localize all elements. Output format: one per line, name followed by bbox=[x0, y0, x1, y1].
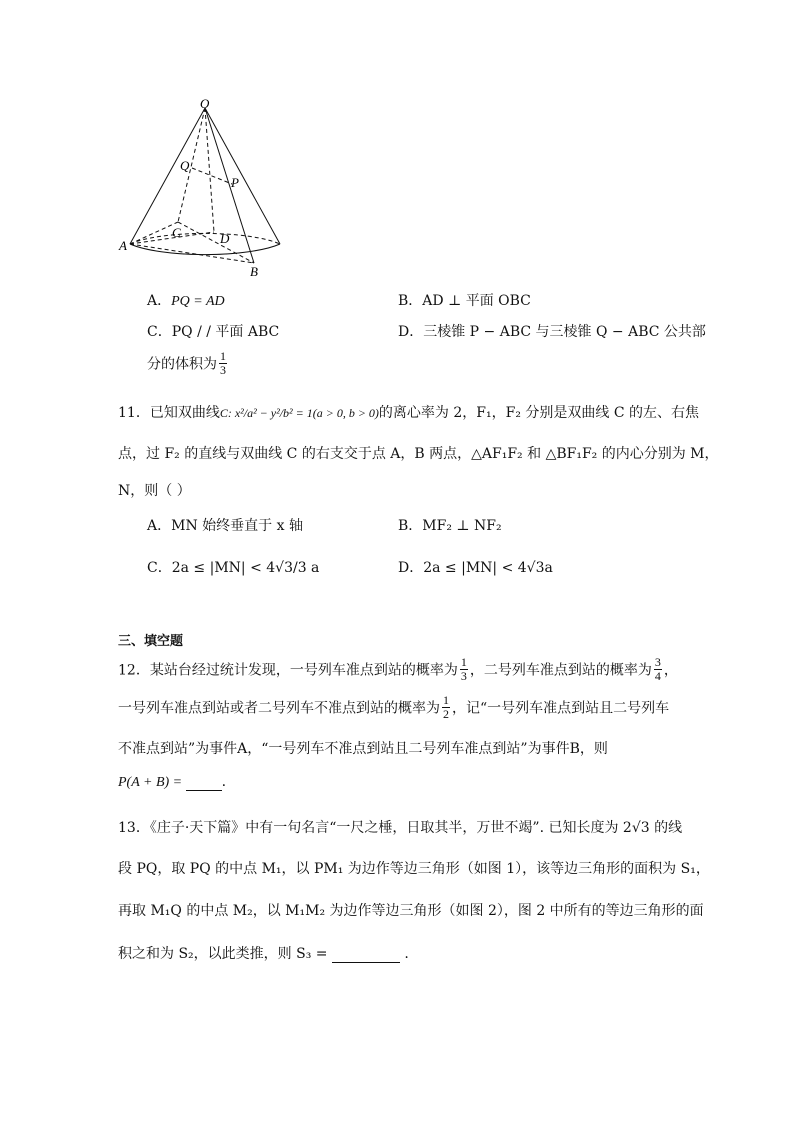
q11-line1-pre: 已知双曲线 bbox=[149, 405, 220, 421]
edge-OB bbox=[205, 108, 254, 263]
fraction-denominator: 4 bbox=[654, 669, 661, 683]
label-P: P bbox=[231, 175, 239, 190]
label-A: A bbox=[119, 238, 127, 253]
q12-l2-pre: 一号列车准点到站或者二号列车不准点到站的概率为 bbox=[118, 700, 440, 717]
q10-option-b-label: B． bbox=[398, 293, 423, 309]
q11-option-b: B．MF₂ ⊥ NF₂ bbox=[398, 518, 502, 534]
q12-line-2 bbox=[118, 694, 669, 721]
label-C: C bbox=[172, 225, 181, 240]
q12-answer-blank[interactable] bbox=[186, 774, 222, 791]
q12-line4-end: . bbox=[221, 774, 227, 790]
section-title: 三、填空题 bbox=[118, 634, 184, 649]
q10-option-d-text: 三棱锥 P − ABC 与三棱锥 Q − ABC 公共部 bbox=[423, 324, 706, 340]
q12-line-3: 不准点到站”为事件A，“一号列车不准点到站且二号列车准点到站”为事件B，则 bbox=[118, 741, 608, 757]
q11-hyperbola-formula: C: x²/a² − y²/b² = 1(a > 0, b > 0) bbox=[219, 406, 379, 420]
label-B: B bbox=[250, 264, 258, 279]
q12-l1-pre: 12．某站台经过统计发现，一号列车准点到站的概率为 bbox=[118, 662, 458, 679]
q13-line-2: 段 PQ，取 PQ 的中点 M₁，以 PM₁ 为边作等边三角形（如图 1），该等边三角形的面积为 S₁， bbox=[118, 861, 710, 877]
q10-option-a-text: PQ = AD bbox=[171, 294, 225, 309]
q13-line-4 bbox=[118, 943, 409, 963]
generatrix-left bbox=[130, 108, 205, 244]
q11-option-c: C．2a ≤ |MN| < 4√3/3 a bbox=[147, 560, 320, 576]
q11-option-a: A．MN 始终垂直于 x 轴 bbox=[147, 518, 303, 534]
label-O: O bbox=[200, 96, 210, 111]
q10-option-c bbox=[147, 321, 279, 341]
cone-figure bbox=[110, 92, 300, 282]
q12-fraction-3 bbox=[442, 694, 450, 721]
q10-option-d-fraction bbox=[219, 350, 227, 377]
q12-line-4 bbox=[118, 774, 226, 791]
label-Q: Q bbox=[180, 158, 190, 173]
q10-option-c-label: C． bbox=[147, 324, 172, 340]
q10-option-d-continuation bbox=[147, 350, 229, 377]
fraction-denominator: 3 bbox=[220, 363, 226, 377]
q10-option-c-text: PQ / / 平面 ABC bbox=[171, 324, 280, 340]
q11-line-2: 点，过 F₂ 的直线与双曲线 C 的右支交于点 A，B 两点，△AF₁F₂ 和 △BF₁F₂ 的内心分别为 M， bbox=[118, 446, 719, 462]
q12-expression: P(A + B) = bbox=[118, 775, 186, 790]
q10-option-d bbox=[398, 321, 706, 341]
q13-line-1: 13．《庄子·天下篇》中有一句名言“一尺之棰，日取其半，万世不竭”. 已知长度为 2√3 的线 bbox=[118, 820, 683, 836]
q13-line4-end: . bbox=[399, 946, 409, 962]
q12-line-1 bbox=[118, 656, 678, 683]
fraction-numerator: 3 bbox=[654, 655, 661, 669]
q10-option-d-cont-text: 分的体积为 bbox=[147, 356, 217, 373]
generatrix-right bbox=[205, 108, 280, 244]
q10-option-b bbox=[398, 290, 531, 310]
fraction-denominator: 3 bbox=[460, 669, 467, 683]
base-ellipse-front bbox=[130, 244, 280, 255]
edge-OD bbox=[205, 108, 214, 232]
q13-l4-text: 积之和为 S₂，以此类推，则 S₃ = bbox=[118, 946, 332, 962]
label-D: D bbox=[220, 231, 230, 246]
fraction-numerator: 1 bbox=[443, 693, 449, 707]
fraction-numerator: 1 bbox=[460, 655, 467, 669]
q11-number: 11． bbox=[118, 405, 150, 421]
q12-fraction-2 bbox=[654, 656, 662, 683]
q11-line-1 bbox=[118, 402, 699, 422]
q10-option-b-text: AD ⊥ 平面 OBC bbox=[422, 293, 531, 309]
q10-option-a bbox=[147, 290, 225, 310]
q11-option-d: D．2a ≤ |MN| < 4√3a bbox=[398, 560, 553, 576]
q11-line-3: N，则（ ） bbox=[118, 483, 191, 499]
q10-option-d-label: D． bbox=[398, 324, 424, 340]
q12-l2-post: ，记“一号列车准点到站且二号列车 bbox=[452, 700, 670, 717]
fraction-numerator: 1 bbox=[220, 349, 226, 363]
q12-l1-post: ， bbox=[663, 662, 678, 679]
base-ellipse-back bbox=[130, 233, 280, 244]
fraction-denominator: 2 bbox=[443, 707, 449, 721]
q13-answer-blank[interactable] bbox=[332, 946, 400, 963]
q10-option-a-label: A． bbox=[147, 293, 172, 309]
q12-l1-mid: ，二号列车准点到站的概率为 bbox=[469, 662, 652, 679]
q12-fraction-1 bbox=[460, 656, 468, 683]
q13-line-3: 再取 M₁Q 的中点 M₂，以 M₁M₂ 为边作等边三角形（如图 2），图 2 中所有的等边三角形的面 bbox=[118, 903, 704, 919]
q11-line1-post: 的离心率为 2，F₁，F₂ 分别是双曲线 C 的左、右焦 bbox=[378, 405, 699, 421]
